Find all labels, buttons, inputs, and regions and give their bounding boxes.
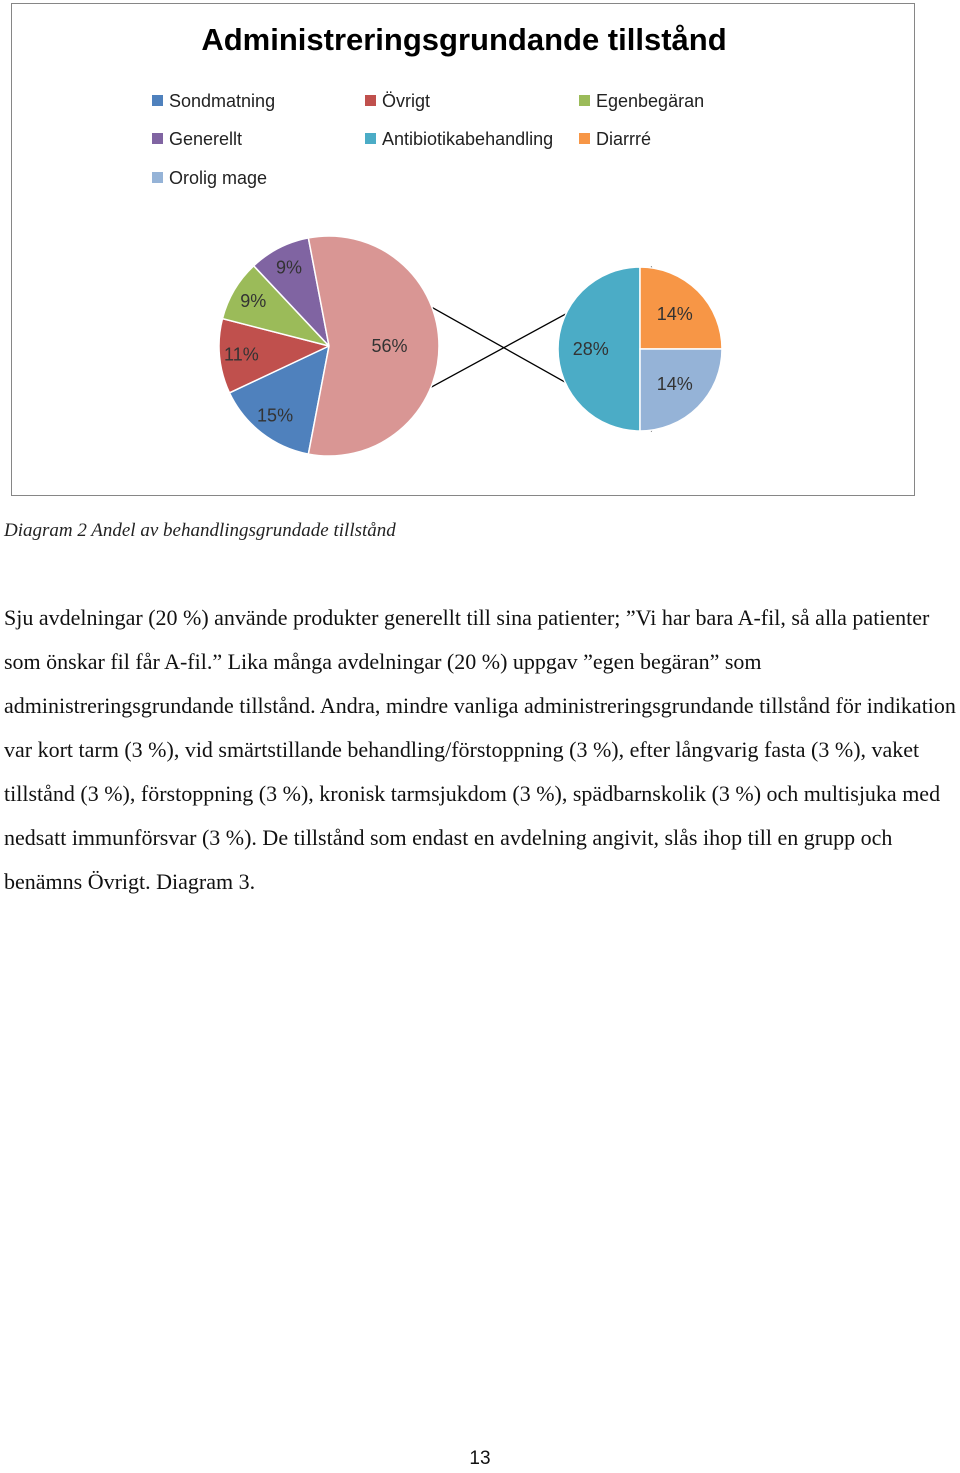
- legend-label: Diarrré: [596, 129, 652, 149]
- pie-of-pie-chart: [12, 4, 916, 497]
- body-paragraph: Sju avdelningar (20 %) använde produkter generellt till sina patienter; ”Vi har bara A-fil, så alla patienter som önskar fil får A-fil.” Lika många avdelningar (20 %) uppgav ”egen begäran” som administreringsgrundande tillstånd. Andra, mindre vanliga administreringsgrundande tillstånd för indikation var kort tarm (3 %), vid smärtstillande behandling/förstoppning (3 %), efter långvarig fasta (3 %), vaket tillstånd (3 %), förstoppning (3 %), kronisk tarmsjukdom (3 %), spädbarnskolik (3 %) och multisjuka med nedsatt immunförsvar (3 %). De tillstånd som endast en avdelning angivit, slås ihop till en grupp och benämns Övrigt. Diagram 3.: [4, 605, 956, 894]
- secondary-pie-slice-label: 14%: [656, 304, 693, 325]
- main-pie-slice-label: 9%: [240, 291, 267, 312]
- legend-label: Egenbegäran: [596, 91, 705, 111]
- legend-label: Antibiotikabehandling: [382, 129, 554, 149]
- page-number: 13: [469, 1448, 491, 1469]
- secondary-pie-slice-label: 28%: [572, 339, 609, 359]
- secondary-pie-slice-label: 14%: [656, 373, 693, 394]
- legend-label: Orolig mage: [169, 168, 268, 188]
- main-pie-slice-label: 15%: [257, 405, 294, 426]
- main-pie-slice-label: 9%: [276, 257, 303, 278]
- figure-caption: Diagram 2 Andel av behandlingsgrundade tillstånd: [4, 520, 396, 541]
- legend-label: Övrigt: [382, 91, 431, 111]
- legend-label: Generellt: [169, 129, 243, 149]
- chart-title: Administreringsgrundande tillstånd: [201, 22, 727, 57]
- main-pie-slice-label: 11%: [224, 344, 259, 365]
- legend-label: Sondmatning: [169, 91, 276, 111]
- main-pie-slice-label: 56%: [371, 336, 408, 356]
- chart-container: [11, 3, 915, 496]
